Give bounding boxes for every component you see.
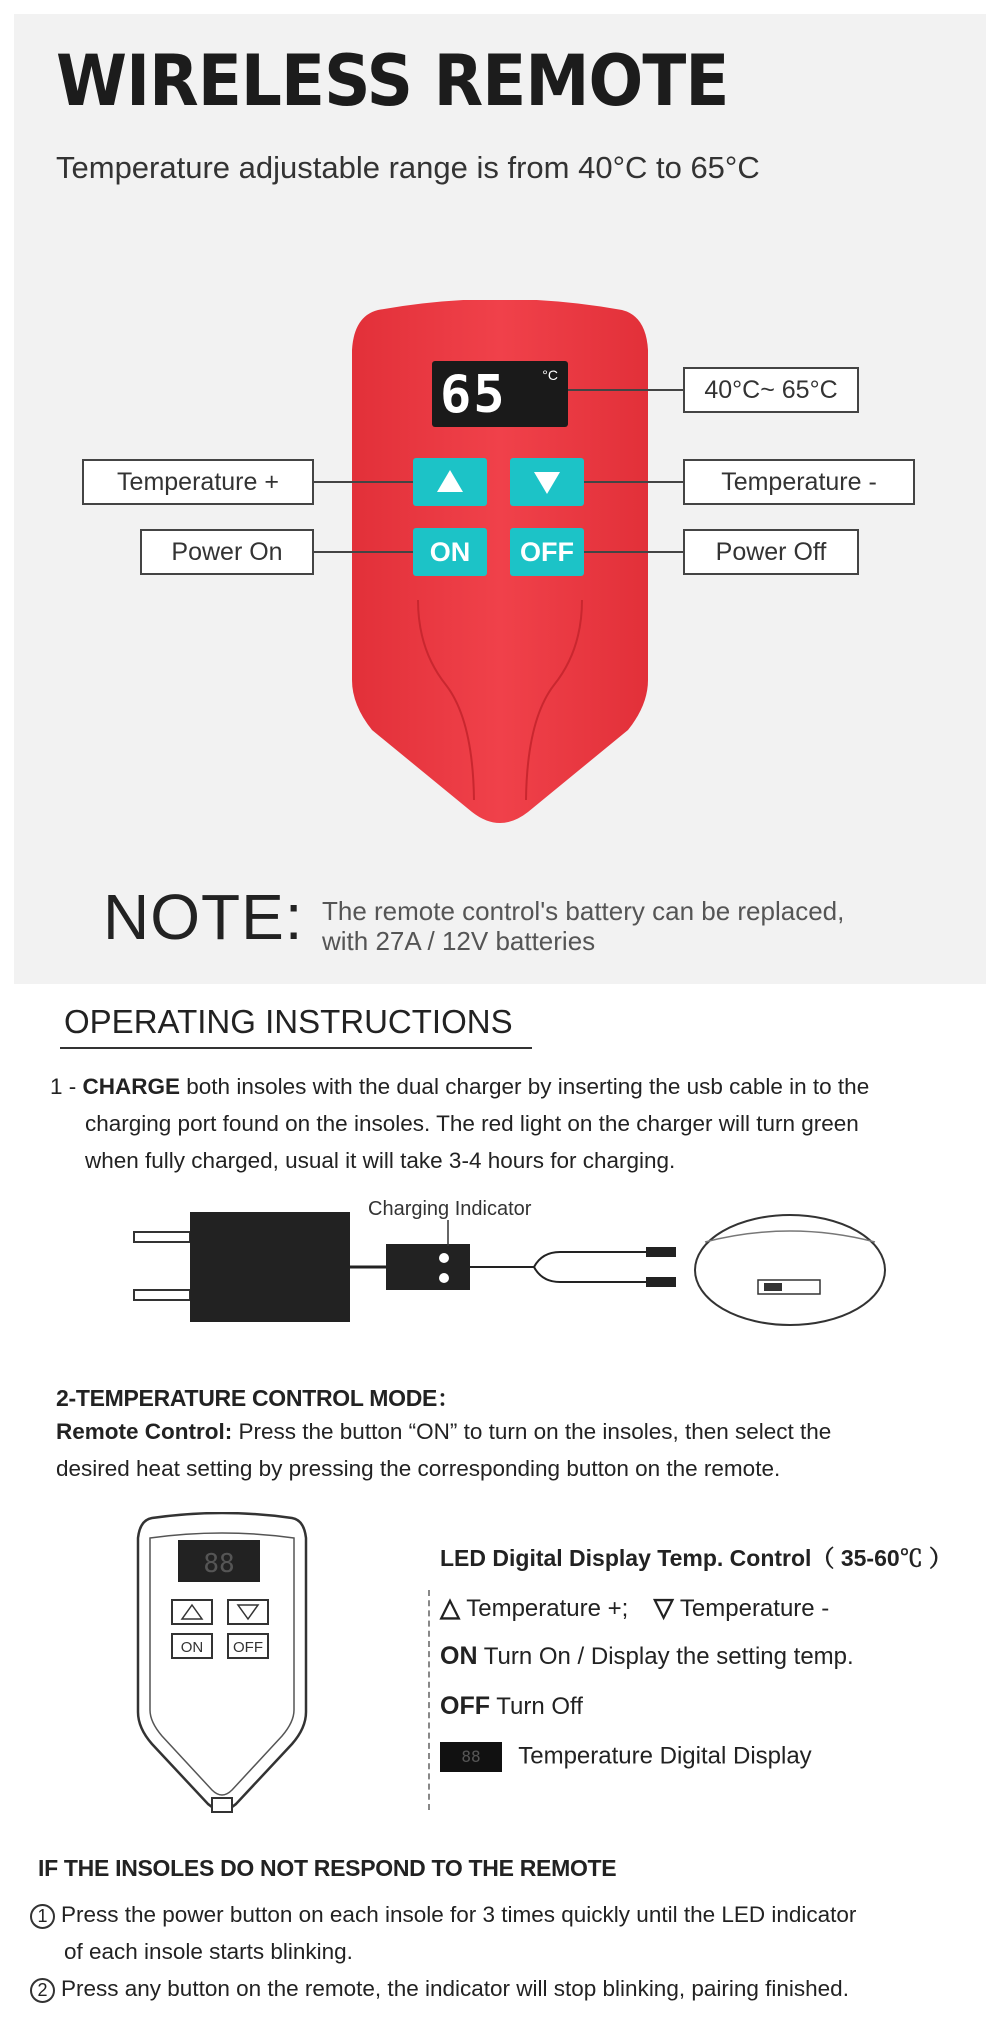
page-subtitle: Temperature adjustable range is from 40°C to 65°C bbox=[56, 150, 760, 185]
power-on-line bbox=[314, 551, 413, 553]
plug-prong-top bbox=[134, 1232, 190, 1242]
power-off-button[interactable]: OFF bbox=[510, 528, 584, 576]
temp-minus-callout: Temperature - bbox=[683, 459, 915, 505]
charger-illustration bbox=[130, 1190, 890, 1340]
legend-title: LED Digital Display Temp. Control（ 35-60℃ ） bbox=[440, 1545, 953, 1571]
power-off-callout: Power Off bbox=[683, 529, 859, 575]
legend-on-label: ON bbox=[440, 1642, 478, 1670]
note-label: NOTE: bbox=[103, 881, 304, 953]
legend-display-row bbox=[440, 1742, 812, 1772]
legend-off-label: OFF bbox=[440, 1692, 490, 1720]
step1-line2: charging port found on the insoles. The red light on the charger will turn green bbox=[85, 1111, 859, 1136]
legend-divider bbox=[428, 1590, 430, 1810]
triangle-up-icon: △ bbox=[440, 1592, 460, 1622]
troubleshoot-item-1 bbox=[30, 1896, 990, 1933]
charging-indicator-label: Charging Indicator bbox=[368, 1198, 532, 1220]
instructions-underline bbox=[60, 1047, 532, 1049]
step2-bold: Remote Control: bbox=[56, 1419, 233, 1444]
triangle-down-icon: ▽ bbox=[653, 1592, 674, 1622]
step1-text bbox=[50, 1068, 990, 1179]
temperature-down-button[interactable] bbox=[510, 458, 584, 506]
legend-display-text: Temperature Digital Display bbox=[518, 1742, 812, 1770]
troubleshoot-title: IF THE INSOLES DO NOT RESPOND TO THE REMOTE bbox=[38, 1855, 617, 1881]
mini-off-label: OFF bbox=[233, 1639, 263, 1656]
number-2-icon: 2 bbox=[30, 1978, 55, 2003]
step2-text bbox=[56, 1413, 996, 1487]
charger-indicator-box bbox=[386, 1244, 470, 1290]
step2-line1: Press the button “ON” to turn on the insoles, then select the bbox=[232, 1419, 832, 1444]
power-on-button[interactable]: ON bbox=[413, 528, 487, 576]
legend-off-text: Turn Off bbox=[496, 1693, 583, 1720]
troubleshoot-item-1-line-1: Press the power button on each insole for 3 times quickly until the LED indicator bbox=[61, 1902, 857, 1927]
range-callout-line bbox=[568, 389, 683, 391]
troubleshoot-item-2 bbox=[30, 1970, 990, 2007]
arrow-up-icon bbox=[437, 470, 463, 492]
mini-remote-illustration bbox=[132, 1512, 312, 1822]
note-text bbox=[322, 896, 844, 956]
troubleshoot-list bbox=[30, 1896, 990, 2007]
step1-prefix: 1 - bbox=[50, 1074, 83, 1099]
mini-on-label: ON bbox=[180, 1639, 204, 1656]
step2-title: 2-TEMPERATURE CONTROL MODE： bbox=[56, 1385, 460, 1411]
note-line-1: The remote control's battery can be replaced, bbox=[322, 896, 845, 926]
instructions-title: OPERATING INSTRUCTIONS bbox=[64, 1003, 513, 1040]
temp-plus-line bbox=[314, 481, 413, 483]
troubleshoot-item-2-line-1: Press any button on the remote, the indicator will stop blinking, pairing finished. bbox=[61, 1976, 849, 2001]
legend-off-row bbox=[440, 1692, 583, 1721]
legend-temp-minus: Temperature - bbox=[679, 1595, 830, 1622]
power-on-callout: Power On bbox=[140, 529, 314, 575]
arrow-down-icon bbox=[534, 472, 560, 494]
remote-display bbox=[432, 361, 568, 427]
digital-display-icon: 88 bbox=[440, 1742, 502, 1772]
legend-on-row bbox=[440, 1642, 854, 1671]
step1-line1: both insoles with the dual charger by inserting the usb cable in to the bbox=[180, 1074, 870, 1099]
troubleshoot-item-1-line-2: of each insole starts blinking. bbox=[64, 1939, 353, 1964]
step1-bold: CHARGE bbox=[82, 1074, 181, 1099]
legend-temp-plus: Temperature +; bbox=[466, 1595, 629, 1622]
temperature-up-button[interactable] bbox=[413, 458, 487, 506]
power-off-line bbox=[584, 551, 683, 553]
note-line-2: with 27A / 12V batteries bbox=[322, 926, 596, 956]
mini-remote-display-text: 88 bbox=[203, 1549, 235, 1579]
temp-plus-callout: Temperature + bbox=[82, 459, 314, 505]
legend-temp-row bbox=[440, 1592, 829, 1623]
legend-on-text: Turn On / Display the setting temp. bbox=[483, 1643, 854, 1670]
display-value: 65 bbox=[440, 365, 507, 425]
number-1-icon: 1 bbox=[30, 1904, 55, 1929]
range-callout: 40°C~ 65°C bbox=[683, 367, 859, 413]
temp-minus-line bbox=[584, 481, 683, 483]
plug-prong-bottom bbox=[134, 1290, 190, 1300]
display-unit: °C bbox=[542, 367, 558, 383]
step2-line2: desired heat setting by pressing the corresponding button on the remote. bbox=[56, 1456, 781, 1481]
charger-block bbox=[190, 1212, 350, 1322]
page-title: WIRELESS REMOTE bbox=[56, 40, 729, 122]
step1-line3: when fully charged, usual it will take 3-4 hours for charging. bbox=[85, 1148, 676, 1173]
